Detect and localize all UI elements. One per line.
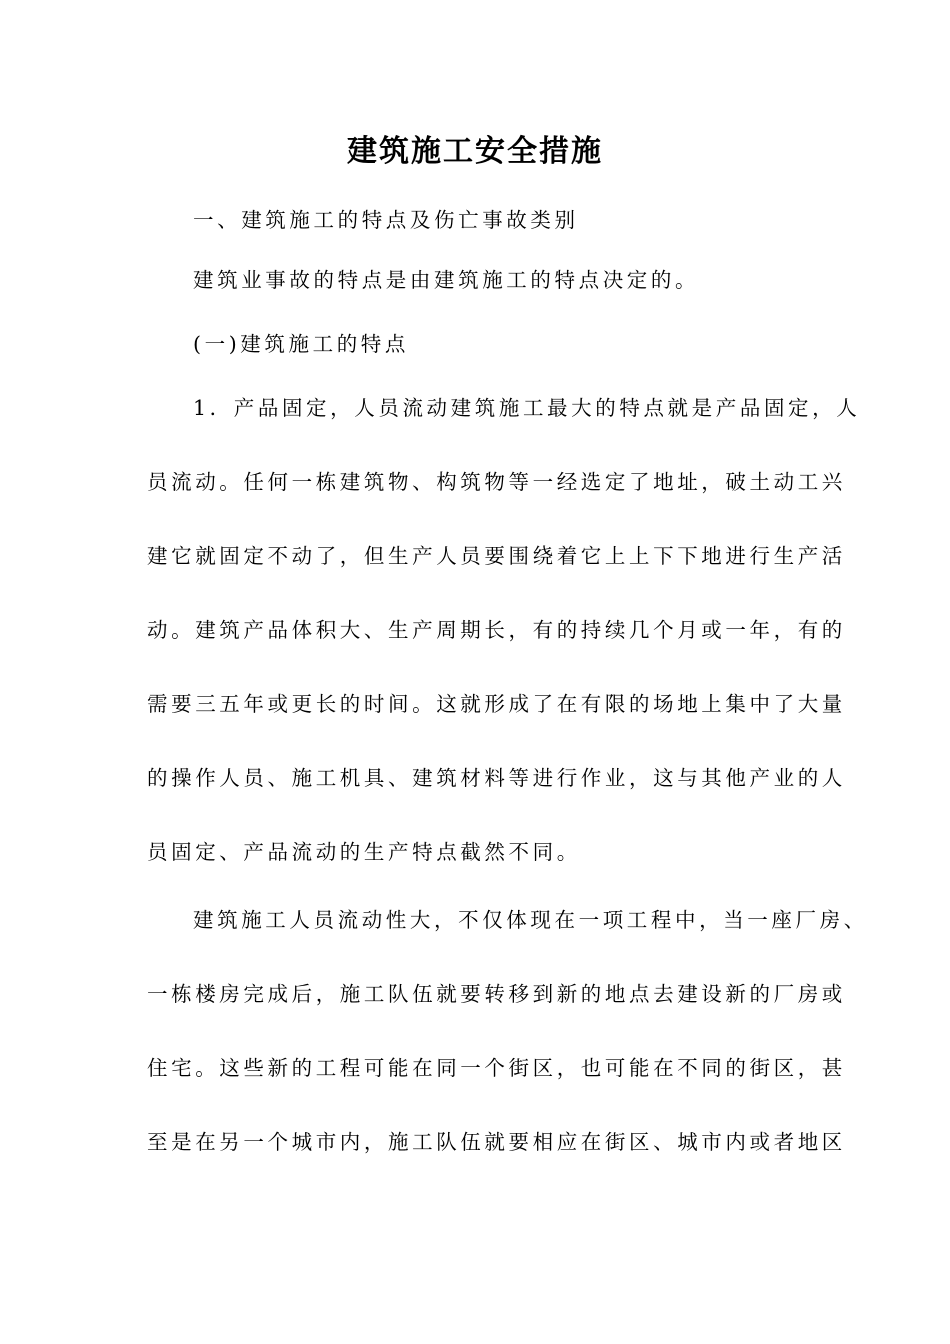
paragraph-line: 至是在另一个城市内，施工队伍就要相应在街区、城市内或者地区 xyxy=(147,1130,846,1154)
paragraph-line: 建它就固定不动了，但生产人员要围绕着它上上下下地进行生产活 xyxy=(147,544,846,568)
document-title: 建筑施工安全措施 xyxy=(347,134,603,169)
paragraph-line: 一栋楼房完成后，施工队伍就要转移到新的地点去建设新的厂房或 xyxy=(147,982,846,1006)
paragraph-line: 员固定、产品流动的生产特点截然不同。 xyxy=(147,840,581,864)
paragraph-line: 住宅。这些新的工程可能在同一个街区，也可能在不同的街区，甚 xyxy=(147,1056,846,1080)
section-heading: 一、建筑施工的特点及伤亡事故类别 xyxy=(193,208,579,232)
paragraph-line: 员流动。任何一栋建筑物、构筑物等一经选定了地址，破土动工兴 xyxy=(147,470,846,494)
paragraph-line: 建筑施工人员流动性大，不仅体现在一项工程中，当一座厂房、 xyxy=(193,908,868,932)
paragraph-line: 动。建筑产品体积大、生产周期长，有的持续几个月或一年，有的 xyxy=(147,618,846,642)
subsection-heading: (一)建筑施工的特点 xyxy=(193,332,409,356)
paragraph-line: 1．产品固定，人员流动建筑施工最大的特点就是产品固定，人 xyxy=(193,396,861,420)
paragraph-line: 的操作人员、施工机具、建筑材料等进行作业，这与其他产业的人 xyxy=(147,766,846,790)
paragraph-line: 需要三五年或更长的时间。这就形成了在有限的场地上集中了大量 xyxy=(147,692,846,716)
intro-text: 建筑业事故的特点是由建筑施工的特点决定的。 xyxy=(193,268,700,292)
